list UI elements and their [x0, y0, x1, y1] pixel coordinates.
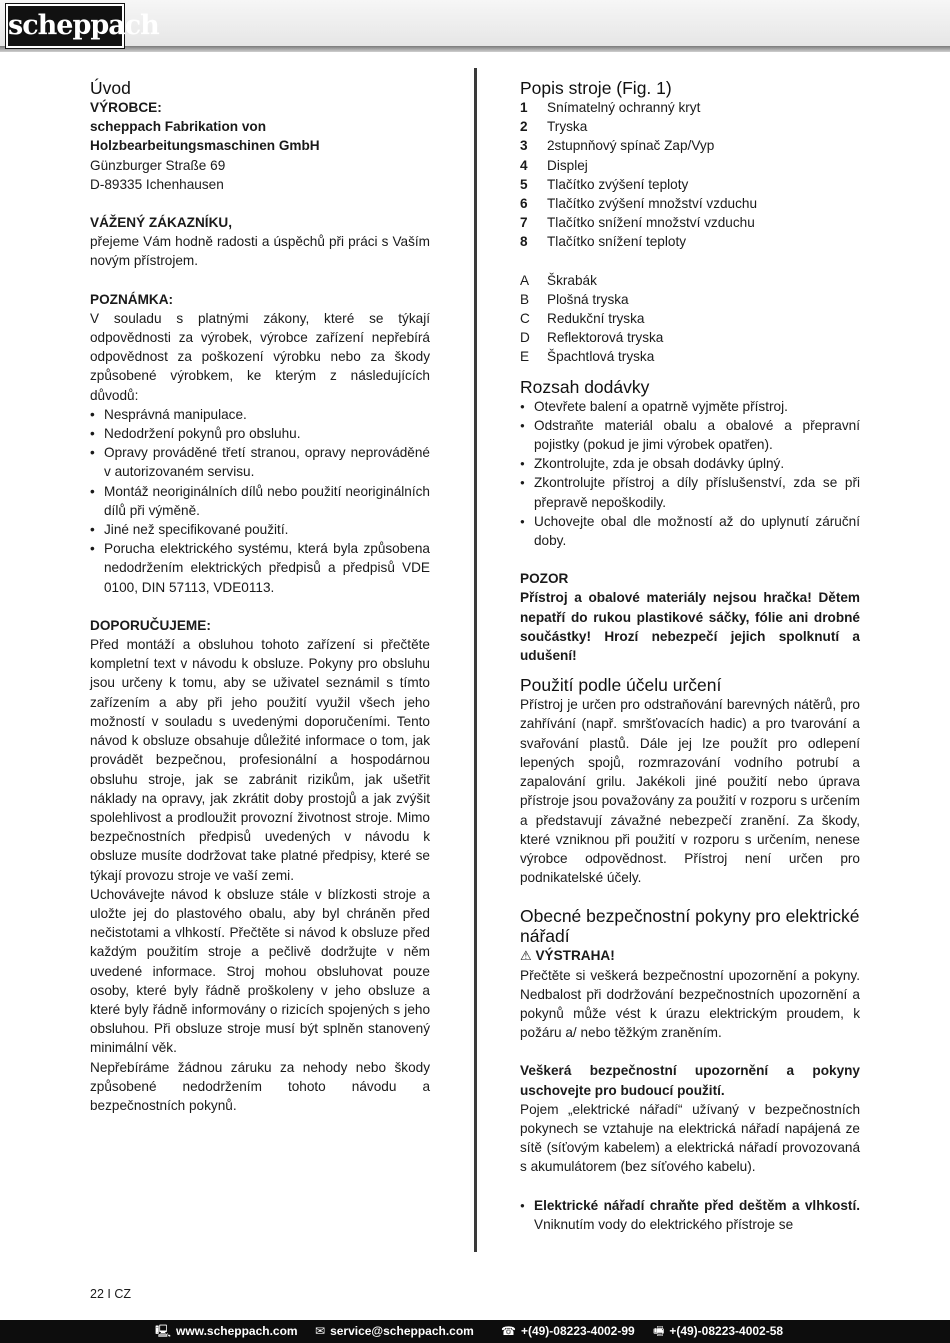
parts-list-lettered [520, 271, 860, 367]
scheppach-logo[interactable]: scheppach [6, 4, 124, 48]
list-item: • Porucha elektrického systému, která byla způsobena nedodržením elektrických předpisů a předpisů VDE 0100, DIN 57113, VDE0113. [90, 539, 430, 597]
list-item: • Opravy prováděné třetí stranou, opravy neprováděné v autorizovaném servisu. [90, 443, 430, 481]
caution-label: POZOR [520, 571, 569, 587]
manufacturer-name-line-2: Holzbearbeitungsmaschinen GmbH [90, 138, 320, 154]
delivery-heading: Rozsah dodávky [520, 376, 650, 397]
footer-phone[interactable]: ☎ +(49)-08223-4002-99 [501, 1320, 635, 1343]
list-item: 6 Tlačítko zvýšení množství vzduchu [520, 196, 758, 212]
list-item: ● Zkontrolujte, zda je obsah dodávky úplný. [520, 454, 860, 473]
phone-icon: ☎ [501, 1324, 516, 1338]
list-item: B Plošná tryska [520, 291, 629, 307]
address-street: Günzburger Straße 69 [90, 157, 226, 173]
list-item: • Nesprávná manipulace. [90, 405, 430, 424]
warning-triangle-icon: ⚠ [520, 948, 532, 964]
list-item: 2 Tryska [520, 119, 588, 135]
list-item: 1 Snímatelný ochranný kryt [520, 100, 701, 115]
list-item: • Nedodržení pokynů pro obsluhu. [90, 424, 430, 443]
intended-use-text: Přístroj je určen pro odstraňování barevných nátěrů, pro zahřívání (např. smršťovacích hadic) a pro tvarování a svařování plastů. Dále jej lze použít pro odlepení lepených spojů, rozmrazování vodního potrubí a zapalování grilu. Jakékoli jiné použití nebo úprava přístroje jsou považovány za použití v rozporu s určením a představují závažné nebezpečí zranění. Za škody, které vzniknou při použití v rozporu s určením, nenese výrobce odpovědnost. Přístroj není určen pro podnikatelské účely. [520, 697, 861, 886]
note-label: POZNÁMKA: [90, 291, 174, 307]
footer-email[interactable]: ✉ service@scheppach.com [315, 1320, 474, 1343]
recommend-paragraph-1: Před montáží a obsluhou tohoto zařízení si přečtěte kompletní text v návodu k obsluze. Pokyny pro obsluhu jsou určeny k tomu, aby se uživatel seznámil s tímto zařízením a aby při jeho použití využil všech jeho možností v souladu s uvedenými doporučeními. Tento návod k obsluze obsahuje důležité informace o tom, jak provádět bezpečnou, profesionální a hospodárnou obsluhu stroje, jak se zabránit rizikům, jak ušetřit náklady na opravy, jak zkrátit doby prostojů a jak zvýšit spolehlivost a prodloužit provozní životnost stroje. Mimo bezpečnostních předpisů uvedených v návodu k obsluze musíte dodržovat take platné předpisy, které se týkají provozu stroje ve vaší zemi. [90, 637, 430, 883]
list-item: ● Otevřete balení a opatrně vyjměte přístroj. [520, 397, 860, 416]
list-item: • Jiné než specifikované použití. [90, 520, 430, 539]
power-tool-definition: Pojem „elektrické nářadí“ užívaný v bezpečnostních pokynech se vztahuje na elektrická nářadí napájená ze sítě (síťovým kabelem) a elektrická nářadí provozovaná s akumulátorem (bez síťového kabelu). [520, 1101, 860, 1175]
list-item: 8 Tlačítko snížení teploty [520, 234, 687, 250]
address-city: D-89335 Ichenhausen [90, 176, 224, 192]
footer-website[interactable]: 🖳 www.scheppach.com [155, 1320, 298, 1343]
list-item: ● Uchovejte obal dle možností až do uplynutí záruční doby. [520, 512, 860, 550]
list-item: ● Elektrické nářadí chraňte před deštěm a vlhkostí. Vniknutím vody do elektrického přístroje se [520, 1196, 860, 1234]
computer-icon: 🖳 [155, 1324, 172, 1338]
list-item: 7 Tlačítko snížení množství vzduchu [520, 215, 755, 231]
list-item: D Reflektorová tryska [520, 330, 664, 346]
list-item: E Špachtlová tryska [520, 349, 655, 365]
list-item: C Redukční tryska [520, 311, 645, 327]
list-item: 4 Displej [520, 157, 588, 173]
recommend-label: DOPORUČUJEME: [90, 617, 211, 633]
left-column [90, 78, 430, 1115]
right-column [520, 78, 860, 1234]
recommend-paragraph-3: Nepřebíráme žádnou záruku za nehody nebo škody způsobené nedodržením tohoto návodu a bezpečnostních pokynů. [90, 1059, 430, 1113]
list-item: ● Odstraňte materiál obalu a obalové a přepravní pojistky (pokud je jimi výrobek opatřen). [520, 416, 860, 454]
manufacturer-label: VÝROBCE: [90, 100, 162, 115]
customer-text: přejeme Vám hodně radosti a úspěchů při práci s Vaším novým přístrojem. [90, 234, 430, 269]
caution-text: Přístroj a obalové materiály nejsou hračka! Dětem nepatří do rukou plastikové sáčky, fólie ani drobné součástky! Hrozí nebezpečí jejich spolknutí a udušení! [520, 590, 860, 664]
customer-label: VÁŽENÝ ZÁKAZNÍKU, [90, 215, 232, 231]
recommend-paragraph-2: Uchovávejte návod k obsluze stále v blízkosti stroje a uložte jej do plastového obalu, aby byl chráněn před nečistotami a vlhkostí. Přečtěte si návod k obsluze před každým použitím stroje a pečlivě dodržujte v něm uvedené informace. Stroj mohou obsluhovat pouze osoby, které byly řádně proškoleny v jeho obsluze a které byly řádně informovány o rizicích spojených s jeho obsluhou. Při obsluze stroje musí být splněn stanovený minimální věk. [90, 886, 430, 1056]
warning-text: Přečtěte si veškerá bezpečnostní upozornění a pokyny. Nedbalost při dodržování bezpečnostních upozornění a pokynů může vést k úrazu elektrickým proudem, k požáru a/ nebo těžkým zraněním. [520, 967, 860, 1041]
footer-fax[interactable]: 🖷 +(49)-08223-4002-58 [653, 1320, 783, 1343]
fax-icon: 🖷 [653, 1324, 665, 1338]
safety-heading: Obecné bezpečnostní pokyny pro elektrické nářadí [520, 906, 860, 947]
list-item: 5 Tlačítko zvýšení teploty [520, 176, 689, 192]
list-item: ● Zkontrolujte přístroj a díly příslušenství, zda se při přepravě nepoškodily. [520, 473, 860, 511]
list-item: A Škrabák [520, 272, 597, 288]
manufacturer-name-line-1: scheppach Fabrikation von [90, 119, 267, 135]
page-number: 22 I CZ [90, 1287, 131, 1301]
warning-heading: ⚠ VÝSTRAHA! [520, 948, 615, 964]
note-list [90, 405, 430, 597]
safety-list [520, 1196, 860, 1234]
machine-description-heading: Popis stroje (Fig. 1) [520, 78, 672, 98]
keep-instructions-text: Veškerá bezpečnostní upozornění a pokyny uschovejte pro budoucí použití. [520, 1063, 860, 1098]
intended-use-heading: Použití podle účelu určení [520, 675, 722, 696]
header-divider [0, 46, 950, 52]
intro-heading: Úvod [90, 78, 131, 98]
list-item: 3 2stupnňový spínač Zap/Vyp [520, 138, 715, 154]
note-text: V souladu s platnými zákony, které se týkají odpovědnosti za výrobek, výrobce zařízení nepřebírá odpovědnost za poškození výrobku nebo za škody způsobené výrobkem, ke kterým z následujících důvodů: [90, 310, 430, 403]
mail-icon: ✉ [315, 1324, 326, 1338]
column-divider [474, 68, 477, 1252]
delivery-list [520, 397, 860, 551]
parts-list-numbered [520, 98, 860, 252]
footer-bar [0, 1320, 950, 1343]
list-item: • Montáž neoriginálních dílů nebo použití neoriginálních dílů při výměně. [90, 482, 430, 520]
